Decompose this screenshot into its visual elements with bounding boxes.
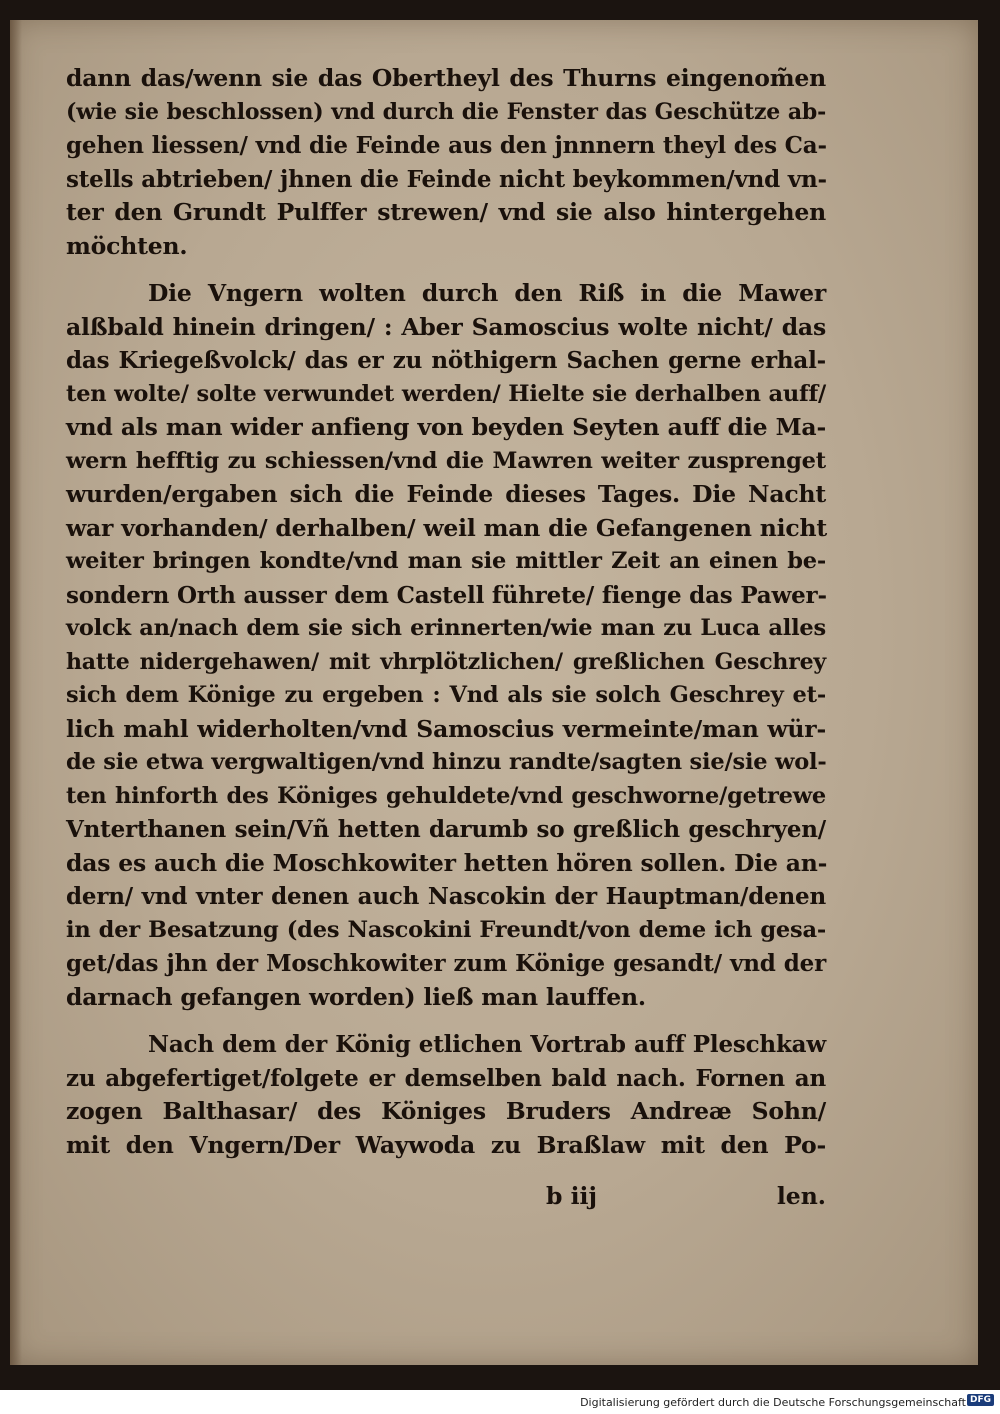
text-line: Vnterthanen sein/Vñ hetten darumb so greßlich geschryen/ [66,816,826,843]
text-line: alßbald hinein dringen/ : Aber Samoscius wolte nicht/ das [66,312,826,341]
text-line: stells abtrieben/ jhnen die Feinde nicht beykommen/vnd vn- [66,165,827,193]
text-line: lich mahl widerholten/vnd Samoscius vermeinte/man wür- [66,714,826,743]
text-line: in der Besatzung (des Nascokini Freundt/von deme ich gesa- [66,916,826,943]
text-line: (wie sie beschlossen) vnd durch die Fenster das Geschütze ab- [66,98,826,125]
text-line: volck an/nach dem sie sich erinnerten/wie man zu Luca alles [66,615,826,641]
text-line: darnach gefangen worden) ließ man lauffen. [66,982,646,1011]
text-line: dann das/wenn sie das Obertheyl des Thurns eingenom̃en [66,64,826,92]
signature-mark: b iij [546,1182,597,1210]
page-gutter-shadow [10,20,22,1365]
text-line: zu abgefertiget/folgete er demselben bald nach. Fornen an [66,1064,826,1092]
text-line: Die Vngern wolten durch den Riß in die Mawer [148,279,826,307]
digitization-credit: Digitalisierung gefördert durch die Deutsche Forschungsgemeinschaft [580,1396,966,1409]
paragraph-3 [66,1028,826,1162]
text-line: ten wolte/ solte verwundet werden/ Hielte sie derhalben auff/ [66,380,826,407]
text-line: das Kriegeßvolck/ das er zu nöthigern Sachen gerne erhal- [66,347,826,374]
text-line: möchten. [66,231,188,260]
paragraph-1 [66,62,826,263]
text-line: weiter bringen kondte/vnd man sie mittler Zeit an einen be- [66,548,826,574]
text-line: ten hinforth des Königes gehuldete/vnd geschworne/getrewe [66,782,826,809]
text-line: sondern Orth ausser dem Castell führete/ fienge das Pawer- [66,581,827,609]
text-line: hatte nidergehawen/ mit vhrplötzlichen/ greßlichen Geschrey [66,648,826,675]
page-text [66,62,826,1162]
text-line: zogen Balthasar/ des Königes Bruders Andreæ Sohn/ [66,1097,826,1125]
text-line: dern/ vnd vnter denen auch Nascokin der Hauptman/denen [66,883,826,910]
dfg-logo: DFG [967,1394,994,1406]
text-line: vnd als man wider anfieng von beyden Seyten auff die Ma- [66,413,826,441]
text-line: get/das jhn der Moschkowiter zum Könige gesandt/ vnd der [66,950,826,977]
text-line: war vorhanden/ derhalben/ weil man die Gefangenen nicht [66,513,828,542]
text-line: mit den Vngern/Der Waywoda zu Braßlaw mit den Po- [66,1130,826,1159]
text-line: gehen liessen/ vnd die Feinde aus den jnnnern theyl des Ca- [66,132,827,159]
text-line: ter den Grundt Pulffer strewen/ vnd sie also hintergehen [66,198,826,226]
catchword: len. [776,1182,826,1210]
text-line: das es auch die Moschkowiter hetten hören sollen. Die an- [66,848,828,877]
text-line: Nach dem der König etlichen Vortrab auff Pleschkaw [148,1031,826,1058]
text-line: wern hefftig zu schiessen/vnd die Mawren weiter zusprenget [66,447,826,474]
text-line: sich dem Könige zu ergeben : Vnd als sie solch Geschrey et- [66,682,826,708]
page-foot [66,1182,826,1216]
text-line: wurden/ergaben sich die Feinde dieses Tages. Die Nacht [66,480,826,508]
paragraph-2 [66,277,826,1014]
text-line: de sie etwa vergwaltigen/vnd hinzu randte/sagten sie/sie wol- [66,749,827,775]
